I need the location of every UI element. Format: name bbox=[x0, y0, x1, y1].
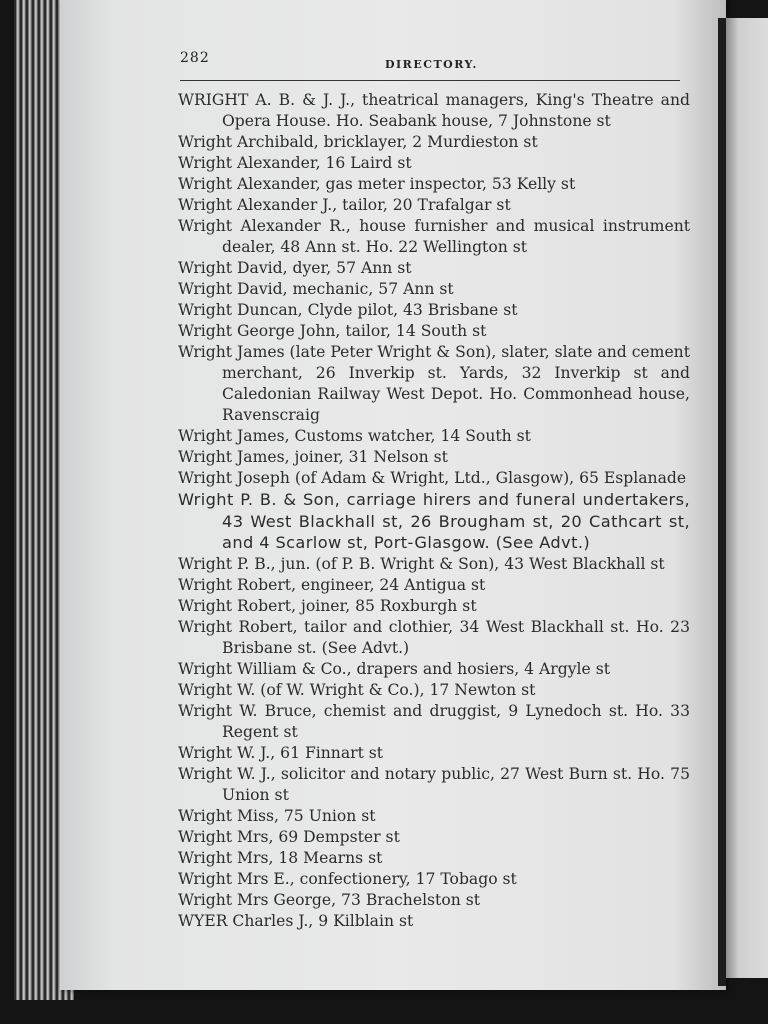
page-header bbox=[180, 50, 680, 81]
running-title: DIRECTORY. bbox=[385, 58, 478, 71]
directory-entry: Wright George John, tailor, 14 South st bbox=[178, 322, 487, 340]
directory-entry: Wright W. J., 61 Finnart st bbox=[178, 743, 384, 762]
directory-entry: Wright Joseph (of Adam & Wright, Ltd., Glasgow), 65 Esplanade bbox=[178, 469, 687, 487]
directory-entry: Wright Duncan, Clyde pilot, 43 Brisbane st bbox=[178, 301, 518, 319]
directory-entry: Wright Archibald, bricklayer, 2 Murdieston st bbox=[178, 133, 538, 151]
directory-entry: Wright James (late Peter Wright & Son), slater, slate and cement merchant, 26 Inverkip st. Yards, 32 Inverkip st and Caledonian Railway West Depot. Ho. Commonhead house, Ravenscraig bbox=[178, 343, 690, 424]
directory-entry: Wright W. (of W. Wright & Co.), 17 Newton st bbox=[178, 680, 536, 699]
directory-entry: Wright Robert, engineer, 24 Antigua st bbox=[178, 575, 486, 594]
directory-entry: Wright Miss, 75 Union st bbox=[178, 806, 376, 825]
directory-entry: Wright Robert, joiner, 85 Roxburgh st bbox=[178, 596, 477, 615]
directory-entry: Wright James, joiner, 31 Nelson st bbox=[178, 448, 448, 466]
directory-entry: Wright W. J., solicitor and notary public, 27 West Burn st. Ho. 75 Union st bbox=[178, 764, 690, 804]
directory-entry: Wright Mrs, 18 Mearns st bbox=[178, 848, 383, 867]
directory-entry: Wright Alexander R., house furnisher and musical instrument dealer, 48 Ann st. Ho. 22 Wellington st bbox=[178, 217, 690, 256]
book-gutter bbox=[718, 18, 726, 986]
page-number: 282 bbox=[180, 50, 210, 66]
directory-entry: Wright Alexander, gas meter inspector, 53 Kelly st bbox=[178, 175, 576, 193]
directory-entry: Wright Mrs E., confectionery, 17 Tobago st bbox=[178, 869, 517, 888]
facing-page-edge bbox=[726, 18, 768, 978]
directory-entry: Wright Alexander J., tailor, 20 Trafalgar st bbox=[178, 196, 511, 214]
directory-entry: Wright Mrs, 69 Dempster st bbox=[178, 827, 400, 846]
directory-entry: Wright W. Bruce, chemist and druggist, 9 Lynedoch st. Ho. 33 Regent st bbox=[178, 701, 690, 741]
directory-entries bbox=[178, 90, 690, 932]
directory-entry: WYER Charles J., 9 Kilblain st bbox=[178, 911, 414, 930]
directory-entry: WRIGHT A. B. & J. J., theatrical managers, King's Theatre and Opera House. Ho. Seabank house, 7 Johnstone st bbox=[178, 91, 690, 130]
directory-entry: Wright William & Co., drapers and hosiers, 4 Argyle st bbox=[178, 659, 610, 678]
directory-entry: Wright David, mechanic, 57 Ann st bbox=[178, 280, 454, 298]
directory-entry: Wright David, dyer, 57 Ann st bbox=[178, 259, 412, 277]
directory-entry: Wright Alexander, 16 Laird st bbox=[178, 154, 412, 172]
directory-entry: Wright P. B. & Son, carriage hirers and funeral undertakers, 43 West Blackhall st, 26 Brougham st, 20 Cathcart st, and 4 Scarlow st, Port-Glasgow. (See Advt.) bbox=[178, 490, 690, 552]
directory-entry: Wright Mrs George, 73 Brachelston st bbox=[178, 890, 480, 909]
directory-entry: Wright Robert, tailor and clothier, 34 West Blackhall st. Ho. 23 Brisbane st. (See Advt.) bbox=[178, 617, 690, 657]
directory-entry: Wright P. B., jun. (of P. B. Wright & Son), 43 West Blackhall st bbox=[178, 554, 665, 573]
directory-entry: Wright James, Customs watcher, 14 South st bbox=[178, 427, 531, 445]
